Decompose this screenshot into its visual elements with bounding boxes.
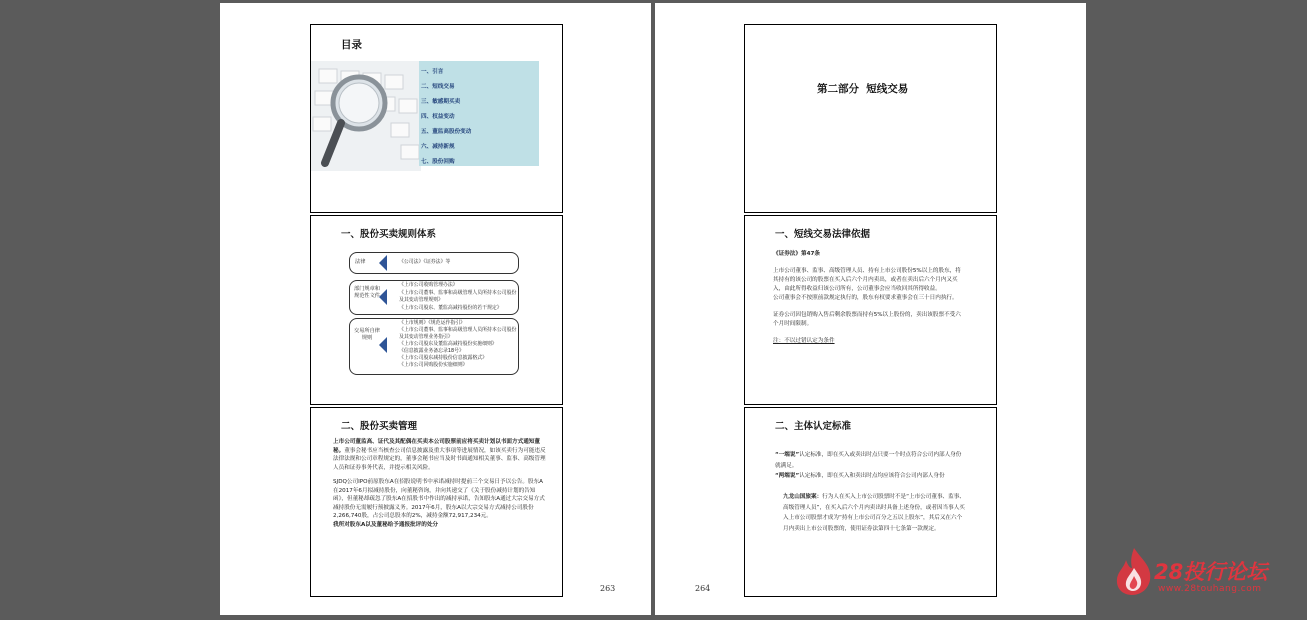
- arrow-left-icon: [379, 289, 387, 305]
- management-body: [333, 438, 547, 535]
- rule-label: 法律: [355, 259, 366, 265]
- slide-management-title: 二、股份买卖管理: [341, 421, 418, 432]
- slide-rules-title: 一、股份买卖规则体系: [341, 229, 437, 240]
- rule-line: 《上市公司董事、监事和高级管理人员所持本公司股份及其变动管理规则》: [399, 290, 517, 303]
- rule-line: 《上市公司股东减持股份信息披露格式》: [399, 355, 488, 361]
- slide-basis: [744, 215, 997, 405]
- basis-para1: 上市公司董事、监事、高级管理人员、持有上市公司股份5%以上的股东，将其持有的该公司的股票在买入后六个月内卖出，或者在卖出后六个月内又买入，由此所得收益归该公司所有，公司董事会应当收回其所得收益。: [773, 268, 961, 293]
- rule-line: 《公司法》《证券法》等: [399, 259, 451, 265]
- watermark-url: www.28touhang.com: [1158, 584, 1262, 594]
- rule-label: 交易所自律规则: [354, 328, 380, 342]
- criteria-item1-label: “一端说”: [775, 452, 800, 458]
- page-number-left: 263: [600, 584, 616, 593]
- toc-item: 七、股份回购: [421, 159, 455, 165]
- toc-item: 六、减持新规: [421, 144, 455, 150]
- slide-part2: [744, 24, 997, 213]
- slide-toc: [310, 24, 563, 213]
- slide-part2-title: 第二部分 短线交易: [817, 83, 909, 95]
- management-para3: 我所对股东A以及董秘给予通报批评的处分: [333, 521, 439, 528]
- page-number-right: 264: [695, 584, 711, 593]
- rule-line: 《上市公司股东及董监高减持股份实施细则》: [399, 341, 497, 347]
- criteria-body: [775, 450, 965, 540]
- document-page-right: [655, 3, 1086, 615]
- criteria-case-text: 行为人在买入上市公司股票时不是“上市公司董事、监事、高级管理人员”，在买入后六个月内卖出时具备上述身份，或者因当事人买入上市公司股票才成为“持有上市公司百分之五以上股东”，其后又在六个月内卖出上市公司股票的，使用证券法第四十七条第一款规定。: [783, 493, 965, 532]
- toc-item: 一、引言: [421, 69, 444, 75]
- criteria-item1-text: 认定标准，即在买入或卖出时点只要一个时点符合公司内部人身份就满足。: [775, 452, 962, 469]
- rule-line: 《上市公司回购股份实施细则》: [399, 362, 468, 368]
- basis-body: [773, 250, 963, 352]
- watermark-name: 28投行论坛: [1154, 560, 1268, 584]
- basis-note: 注：不以过错认定为条件: [773, 338, 835, 345]
- slide-toc-title: 目录: [341, 39, 362, 51]
- toc-item: 三、敏感期买卖: [421, 99, 461, 105]
- management-para1-bold: 上市公司董监高、证代及其配偶在买卖本公司股票前应将买卖计划以书面方式通知董秘。: [333, 439, 540, 454]
- arrow-left-icon: [379, 337, 387, 353]
- basis-para3: 证券公司因包销购入售后剩余股票而持有5%以上股份的，卖出该股票不受六个月时间限制。: [773, 312, 961, 328]
- magnifier-keyboard-image: [311, 61, 421, 171]
- slide-criteria: [744, 407, 997, 597]
- rule-line: 《上市公司收购管理办法》: [399, 282, 458, 288]
- rule-line: 《上市公司董事、监事和高级管理人员所持本公司股份及其变动管理业务指引》: [399, 327, 517, 340]
- watermark: [1112, 544, 1292, 600]
- toc-item: 二、短线交易: [421, 84, 455, 90]
- slide-rules: [310, 215, 563, 405]
- slide-criteria-title: 二、主体认定标准: [775, 421, 852, 432]
- flame-logo-icon: [1112, 546, 1156, 596]
- slide-basis-title: 一、短线交易法律依据: [775, 229, 871, 240]
- criteria-case-label: 九龙山国旅案：: [783, 493, 823, 500]
- arrow-left-icon: [379, 255, 387, 271]
- toc-item: 四、权益变动: [421, 114, 455, 120]
- criteria-item2-text: 认定标准，即在买入和卖出时点均应该符合公司内部人身份: [799, 473, 945, 480]
- slide-management: [310, 407, 563, 597]
- management-para2: SJDQ公司IPO前原股东A在招股说明书中承诺减持时提前三个交易日予以公告。股东A在2017年6月拟减持股份，向董秘咨询，并向其递交了《关于股份减持计划的告知函》，但董秘却疏忽了股东A在招股书中作出的减持承诺，告知股东A通过大宗交易方式减持股份无需履行预披露义务。2017年6月，股东A以大宗交易方式减持公司股份2,266,740股，占公司总股本的2%，减持金额72,917,234元。: [333, 479, 545, 519]
- management-para1-rest: 董事会秘书应当核查公司信息披露及重大事项等进展情况，如该买卖行为可能违反法律法规和公司章程规定的，董事会秘书应当及时书面通知相关董事、监事、高级管理人员和证券事务代表，并提示相关风险。: [333, 447, 546, 471]
- document-page-left: [220, 3, 651, 615]
- criteria-item2-label: “两端说”: [775, 473, 800, 480]
- basis-law: 《证券法》第47条: [773, 251, 820, 257]
- rule-line: 《上市公司股东、董监高减持股份的若干规定》: [399, 305, 502, 311]
- rule-line: 《信息披露业务备忘录18号》: [399, 348, 464, 354]
- basis-para2: 公司董事会不按照前款规定执行的，股东有权要求董事会在三十日内执行。: [773, 295, 958, 302]
- rule-line: 《上市规则》《规范运作指引》: [399, 320, 466, 326]
- rule-label: 部门规章和规范性文件: [354, 286, 380, 300]
- toc-item: 五、董监高股份变动: [421, 129, 472, 135]
